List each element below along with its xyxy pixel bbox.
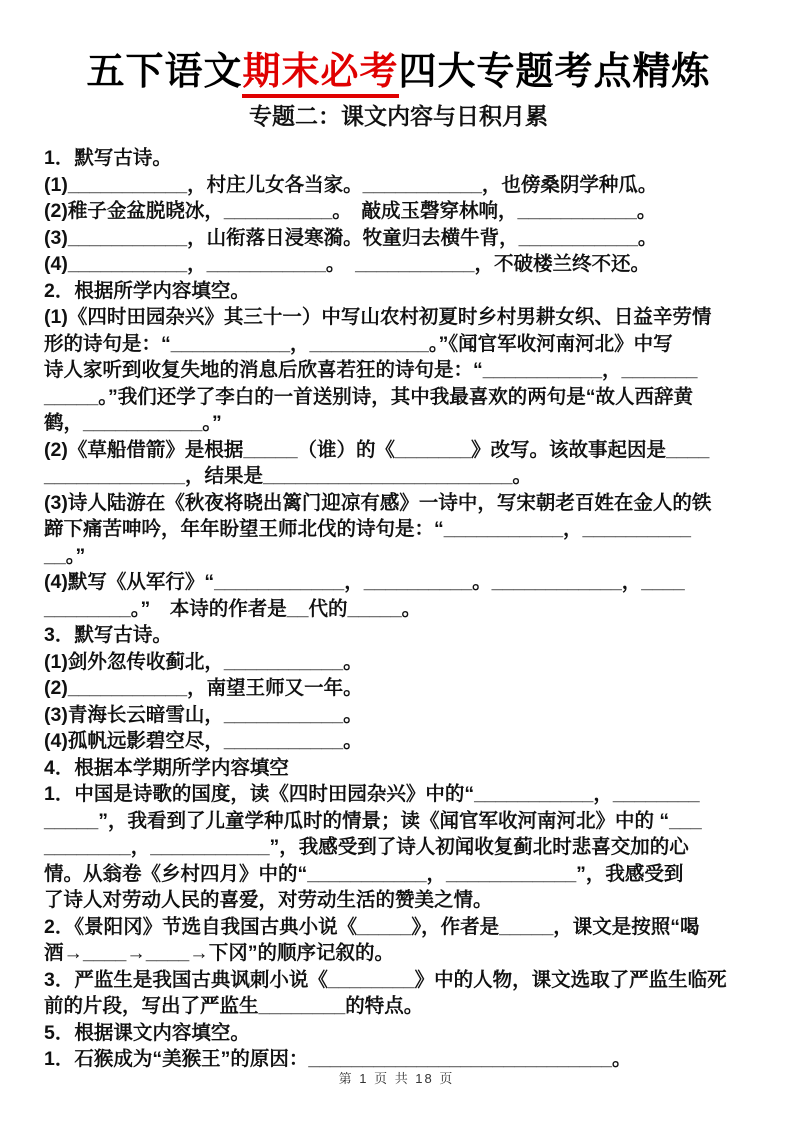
document-body (44, 145, 753, 1073)
text-line: _____________，结果是_______________________。 (44, 465, 532, 488)
text-line: 鹤，___________。” (44, 412, 222, 435)
text-line: 3．严监生是我国古典讽刺小说《________》中的人物，课文选取了严监生临死 (44, 968, 727, 991)
text-line: 前的片段，写出了严监生________的特点。 (44, 995, 424, 1018)
text-line: 诗人家听到收复失地的消息后欣喜若狂的诗句是：“___________，_______ (44, 359, 698, 382)
text-line: ________，___________”，我感受到了诗人初闻收复蓟北时悲喜交加的心 (44, 836, 689, 859)
text-line: 1．石猴成为“美猴王”的原因：____________________________。 (44, 1048, 632, 1071)
text-line: 2．根据所学内容填空。 (44, 279, 250, 302)
page-title (44, 48, 753, 97)
text-line: (4)默写《从军行》“____________，__________。____________，____ (44, 571, 685, 594)
text-line: (4)___________，___________。 ___________，不破楼兰终不还。 (44, 253, 650, 276)
text-line: (1)《四时田园杂兴》其三十一）中写山农村初夏时乡村男耕女织、日益辛劳情 (44, 306, 712, 329)
title-suffix: 四大专题考点精炼 (398, 51, 711, 93)
title-highlight: 期末必考 (242, 51, 398, 98)
text-line: (2)___________，南望王师又一年。 (44, 677, 363, 700)
text-line: _____”，我看到了儿童学种瓜时的情景；读《闻官军收河南河北》中的 “___ (44, 809, 702, 832)
text-line: 3．默写古诗。 (44, 624, 172, 647)
text-line: _____。”我们还学了李白的一首送别诗，其中我最喜欢的两句是“故人西辞黄 (44, 385, 693, 408)
page-subtitle: 专题二：课文内容与日积月累 (249, 103, 548, 130)
text-line: (3)诗人陆游在《秋夜将晓出篱门迎凉有感》一诗中，写宋朝老百姓在金人的铁 (44, 491, 712, 514)
text-line: 2．《景阳冈》节选自我国古典小说《_____》，作者是_____，课文是按照“喝 (44, 915, 700, 938)
text-line: 情。从翁卷《乡村四月》中的“___________，____________”，我感受到 (44, 862, 684, 885)
text-line: (1)___________，村庄儿女各当家。___________，也傍桑阴学种瓜。 (44, 173, 658, 196)
text-line: 4．根据本学期所学内容填空 (44, 756, 289, 779)
text-line: 了诗人对劳动人民的喜爱，对劳动生活的赞美之情。 (44, 889, 493, 912)
text-line: (2)稚子金盆脱晓冰，__________。 敲成玉磬穿林响，___________。 (44, 200, 657, 223)
text-line: 酒→____→____→下冈”的顺序记叙的。 (44, 942, 395, 965)
text-line: (3)青海长云暗雪山，___________。 (44, 703, 363, 726)
title-prefix: 五下语文 (86, 51, 243, 93)
text-line: 1．中国是诗歌的国度，读《四时田园杂兴》中的“___________，________ (44, 783, 700, 806)
text-line: 5．根据课文内容填空。 (44, 1021, 250, 1044)
text-line: (4)孤帆远影碧空尽，___________。 (44, 730, 363, 753)
text-line: 形的诗句是：“___________，___________。”《闻官军收河南河北》中写 (44, 332, 673, 355)
text-line: (1)剑外忽传收蓟北，___________。 (44, 650, 363, 673)
text-line: 1．默写古诗。 (44, 147, 172, 170)
text-line: (3)___________，山衔落日浸寒漪。牧童归去横牛背，___________。 (44, 226, 658, 249)
text-line: __。” (44, 544, 86, 567)
text-line: ________。” 本诗的作者是__代的_____。 (44, 597, 422, 620)
page-footer: 第 1 页 共 18 页 (338, 1071, 455, 1086)
text-line: 蹄下痛苦呻吟，年年盼望王师北伐的诗句是：“___________，__________ (44, 518, 691, 541)
text-line: (2)《草船借箭》是根据_____（谁）的《_______》改写。该故事起因是____ (44, 438, 710, 461)
